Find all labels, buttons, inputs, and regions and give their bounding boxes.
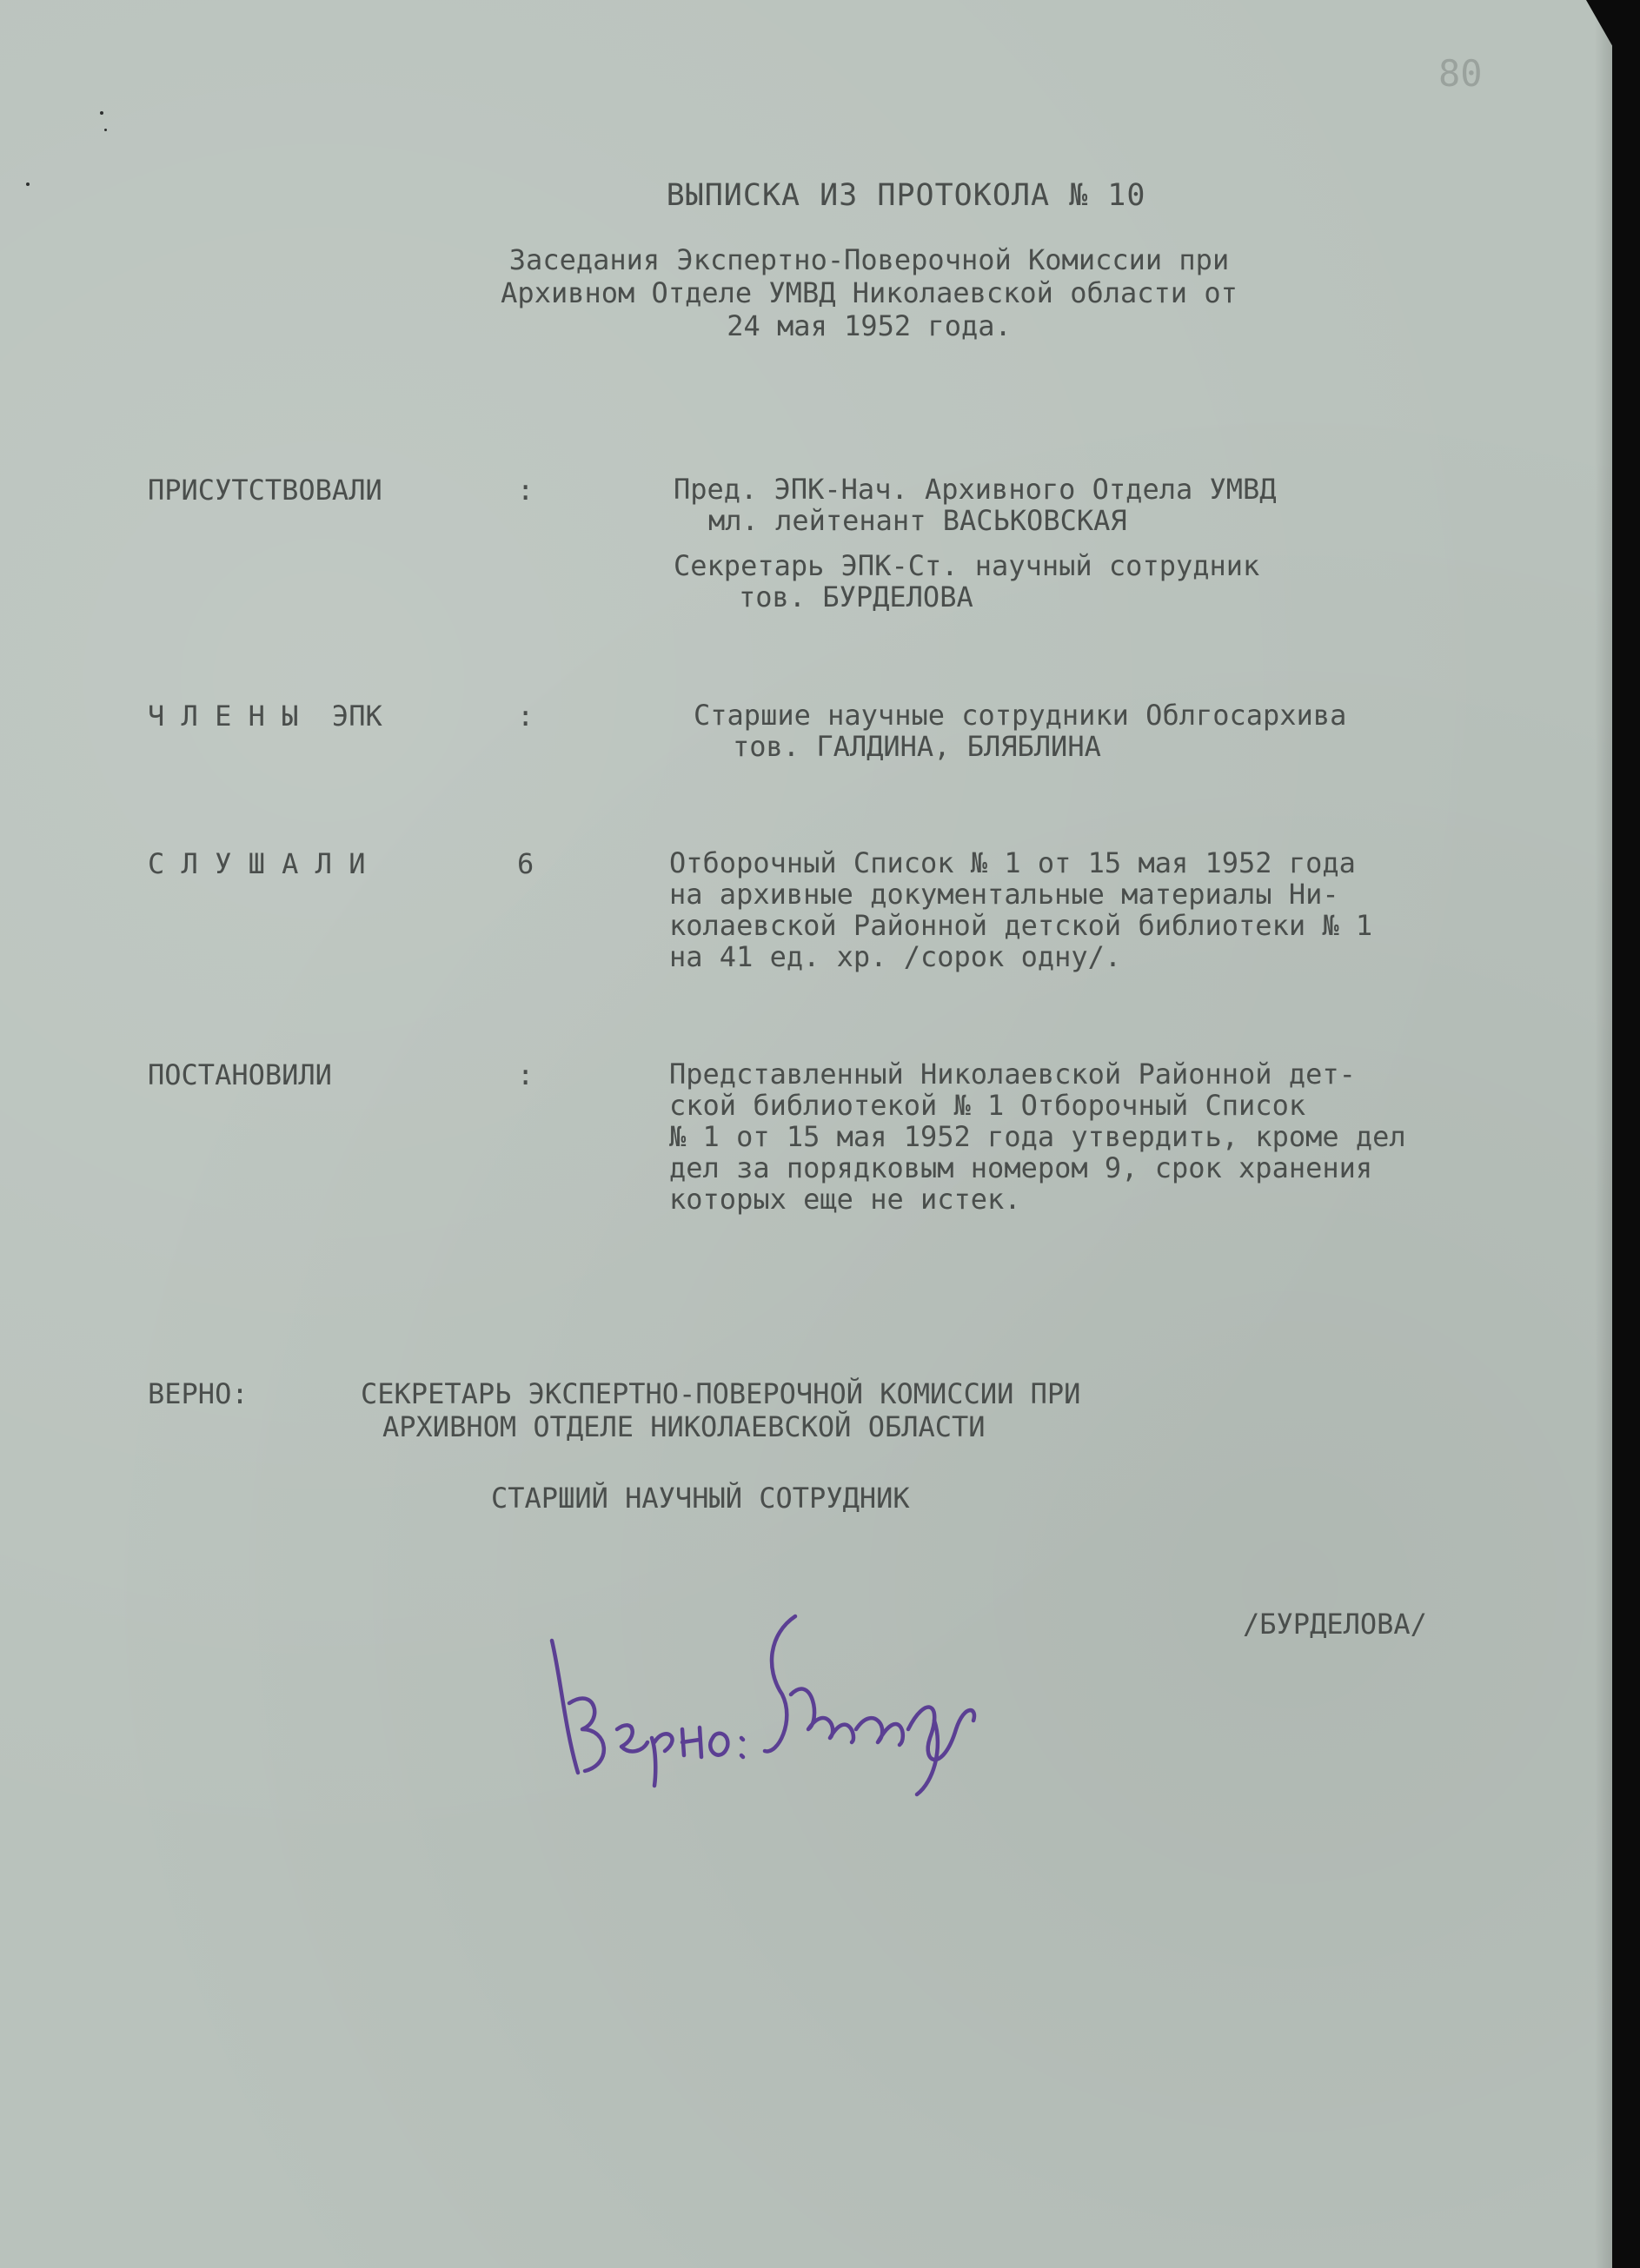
signature-stroke <box>908 1708 974 1760</box>
signature-stroke <box>710 1734 727 1755</box>
present-chair-block <box>674 474 1586 536</box>
signature-stroke <box>856 1718 903 1745</box>
content-line: ской библиотекой № 1 Отборочный Список <box>669 1089 1306 1122</box>
content-line: Представленный Николаевской Районной дет- <box>669 1058 1356 1091</box>
content-line: которых еще не истек. <box>669 1183 1021 1216</box>
signature-stroke <box>765 1616 795 1751</box>
content-line: тов. БУРДЕЛОВА <box>739 580 973 613</box>
present-secretary-block <box>674 550 1586 613</box>
signature-strokes <box>552 1616 974 1794</box>
footer-secretary-line-1: СЕКРЕТАРЬ ЭКСПЕРТНО-ПОВЕРОЧНОЙ КОМИССИИ ПРИ <box>361 1377 1081 1410</box>
page-edge-shadow <box>1595 0 1612 2268</box>
content-line: Секретарь ЭПК-Ст. научный сотрудник <box>674 549 1260 582</box>
speck <box>100 111 103 115</box>
speck <box>104 129 107 131</box>
section-content-resolved <box>669 1058 1582 1215</box>
section-label-resolved: ПОСТАНОВИЛИ <box>148 1058 332 1091</box>
signature-stroke <box>917 1721 938 1794</box>
handwritten-signature <box>534 1599 986 1799</box>
corner-fold <box>1586 0 1621 61</box>
signature-stroke <box>682 1728 701 1757</box>
footer-position: СТАРШИЙ НАУЧНЫЙ СОТРУДНИК <box>491 1482 910 1515</box>
signature-stroke <box>617 1725 647 1751</box>
document-subtitle <box>348 243 1391 342</box>
section-separator: : <box>517 474 534 507</box>
footer-secretary-line-2: АРХИВНОМ ОТДЕЛЕ НИКОЛАЕВСКОЙ ОБЛАСТИ <box>382 1410 986 1443</box>
subtitle-line: 24 мая 1952 года. <box>727 309 1012 342</box>
section-content-present <box>674 474 1586 625</box>
content-line: колаевской Районной детской библиотеки № 1 <box>669 909 1373 942</box>
section-label-heard: С Л У Ш А Л И <box>148 847 366 880</box>
subtitle-line: Архивном Отделе УМВД Николаевской области от <box>501 276 1238 309</box>
section-separator: : <box>517 700 534 733</box>
signature-stroke <box>552 1641 578 1773</box>
section-content-members <box>694 700 1606 762</box>
content-line: тов. ГАЛДИНА, БЛЯБЛИНА <box>733 730 1101 763</box>
content-line: Отборочный Список № 1 от 15 мая 1952 года <box>669 846 1356 879</box>
document-title: ВЫПИСКА ИЗ ПРОТОКОЛА № 10 <box>666 178 1146 213</box>
verified-label: ВЕРНО: <box>148 1377 249 1410</box>
footer-name: /БУРДЕЛОВА/ <box>1243 1608 1427 1641</box>
content-line: дел за порядковым номером 9, срок хранения <box>669 1151 1373 1184</box>
section-separator: 6 <box>517 847 534 880</box>
section-label-present: ПРИСУТСТВОВАЛИ <box>148 474 382 507</box>
content-line: на 41 ед. хр. /сорок одну/. <box>669 940 1122 973</box>
subtitle-line: Заседания Экспертно-Поверочной Комиссии при <box>508 243 1230 276</box>
content-line: Пред. ЭПК-Нач. Архивного Отдела УМВД <box>674 473 1277 506</box>
section-separator: : <box>517 1058 534 1091</box>
section-label-members: Ч Л Е Н Ы ЭПК <box>148 700 382 733</box>
content-line: № 1 от 15 мая 1952 года утвердить, кроме дел <box>669 1120 1406 1153</box>
content-line: мл. лейтенант ВАСЬКОВСКАЯ <box>708 504 1127 537</box>
signature-stroke <box>652 1734 672 1786</box>
signature-stroke <box>741 1738 743 1757</box>
section-content-heard <box>669 847 1582 972</box>
folio-number: 80 <box>1438 52 1483 95</box>
content-line: Старшие научные сотрудники Облгосархива <box>694 699 1347 732</box>
signature-stroke <box>791 1689 853 1742</box>
content-line: на архивные документальные материалы Ни- <box>669 878 1339 911</box>
